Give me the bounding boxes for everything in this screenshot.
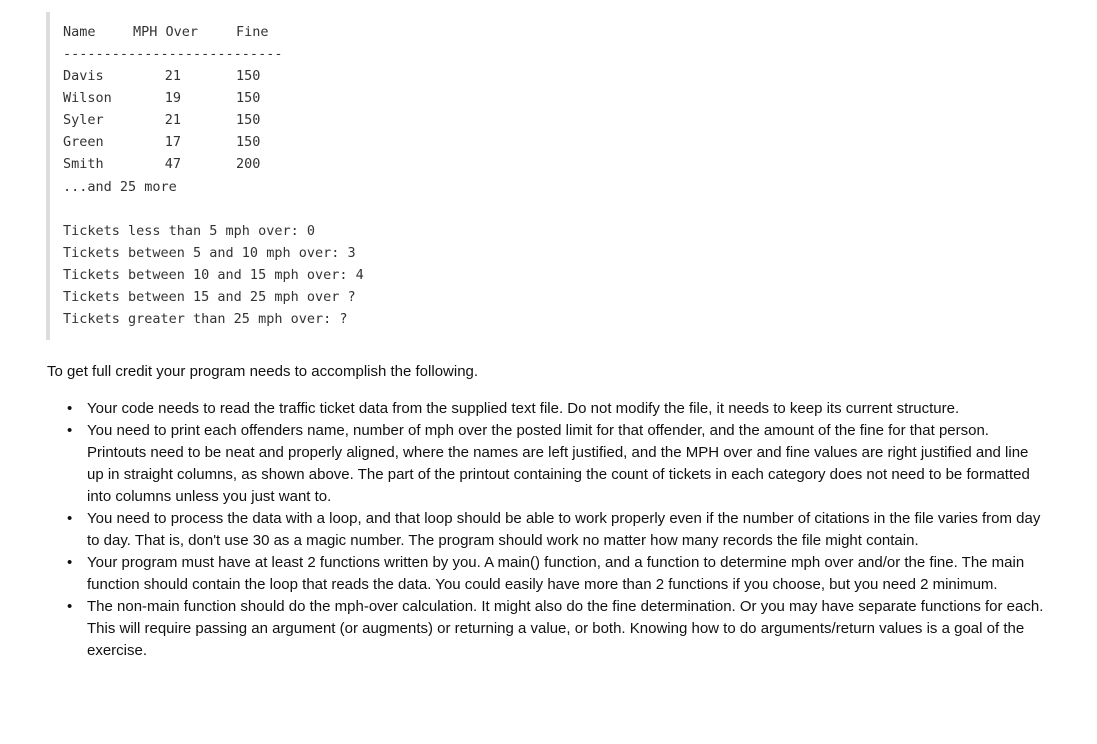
bullet-icon: • (67, 400, 73, 417)
table-row (50, 153, 450, 175)
bullet-icon: • (67, 510, 73, 527)
list-item (47, 552, 1047, 596)
row-mph-over: 21 (164, 68, 181, 84)
requirement-text: You need to print each offenders name, number of mph over the posted limit for that offender, and the amount of the fine for that person. Printouts need to be neat and properly aligned, where the names are left justified, and the MPH over and fine values are right justified and line up in straight columns, as shown above. The part of the printout containing the count of tickets in each category does not need to be formatted into columns unless you just want to. (87, 422, 1030, 505)
table-row (50, 109, 450, 131)
requirements-list (47, 398, 1047, 662)
row-mph-over: 21 (164, 112, 181, 128)
requirement-text: You need to process the data with a loop, and that loop should be able to work properly even if the number of citations in the file varies from day to day. That is, don't use 30 as a magic number. The program should work no matter how many records the file might contain. (87, 510, 1041, 549)
table-header-row (50, 21, 450, 43)
instructions (47, 361, 1047, 662)
more-records-note: ...and 25 more (63, 179, 177, 195)
summary-line: Tickets between 10 and 15 mph over: 4 (63, 267, 364, 283)
summary-line: Tickets between 15 and 25 mph over ? (63, 289, 356, 305)
summary-line: Tickets between 5 and 10 mph over: 3 (63, 245, 356, 261)
list-item (47, 398, 1047, 420)
table-row (50, 131, 450, 153)
header-mph-over: MPH Over (133, 24, 199, 40)
row-mph-over: 17 (164, 134, 181, 150)
row-name: Davis (63, 68, 104, 84)
row-mph-over: 47 (164, 156, 181, 172)
requirement-text: The non-main function should do the mph-over calculation. It might also do the fine determination. Or you may have separate functions for each. This will require passing an argument (or augments) or returning a value, or both. Knowing how to do arguments/return values is a goal of the exercise. (87, 598, 1044, 659)
row-fine: 150 (236, 134, 261, 150)
bullet-icon: • (67, 422, 73, 439)
row-fine: 150 (236, 112, 261, 128)
summary-line: Tickets less than 5 mph over: 0 (63, 223, 315, 239)
header-name: Name (63, 24, 96, 40)
table-row (50, 65, 450, 87)
row-name: Wilson (63, 90, 112, 106)
list-item (47, 508, 1047, 552)
row-name: Smith (63, 156, 104, 172)
bullet-icon: • (67, 598, 73, 615)
table-row (50, 87, 450, 109)
list-item (47, 420, 1047, 508)
row-mph-over: 19 (164, 90, 181, 106)
list-item (47, 596, 1047, 662)
bullet-icon: • (67, 554, 73, 571)
row-fine: 150 (236, 68, 261, 84)
separator-line: --------------------------- (63, 46, 283, 62)
row-fine: 200 (236, 156, 261, 172)
header-fine: Fine (236, 24, 269, 40)
intro-paragraph: To get full credit your program needs to accomplish the following. (47, 363, 479, 380)
requirement-text: Your program must have at least 2 functions written by you. A main() function, and a function to determine mph over and/or the fine. The main function should contain the loop that reads the data. You could easily have more than 2 functions if you choose, but you need 2 minimum. (87, 554, 1025, 593)
summary-line: Tickets greater than 25 mph over: ? (63, 311, 348, 327)
requirement-text: Your code needs to read the traffic ticket data from the supplied text file. Do not modify the file, it needs to keep its current structure. (87, 400, 960, 417)
row-name: Green (63, 134, 104, 150)
row-fine: 150 (236, 90, 261, 106)
program-output-block (46, 12, 946, 340)
row-name: Syler (63, 112, 104, 128)
